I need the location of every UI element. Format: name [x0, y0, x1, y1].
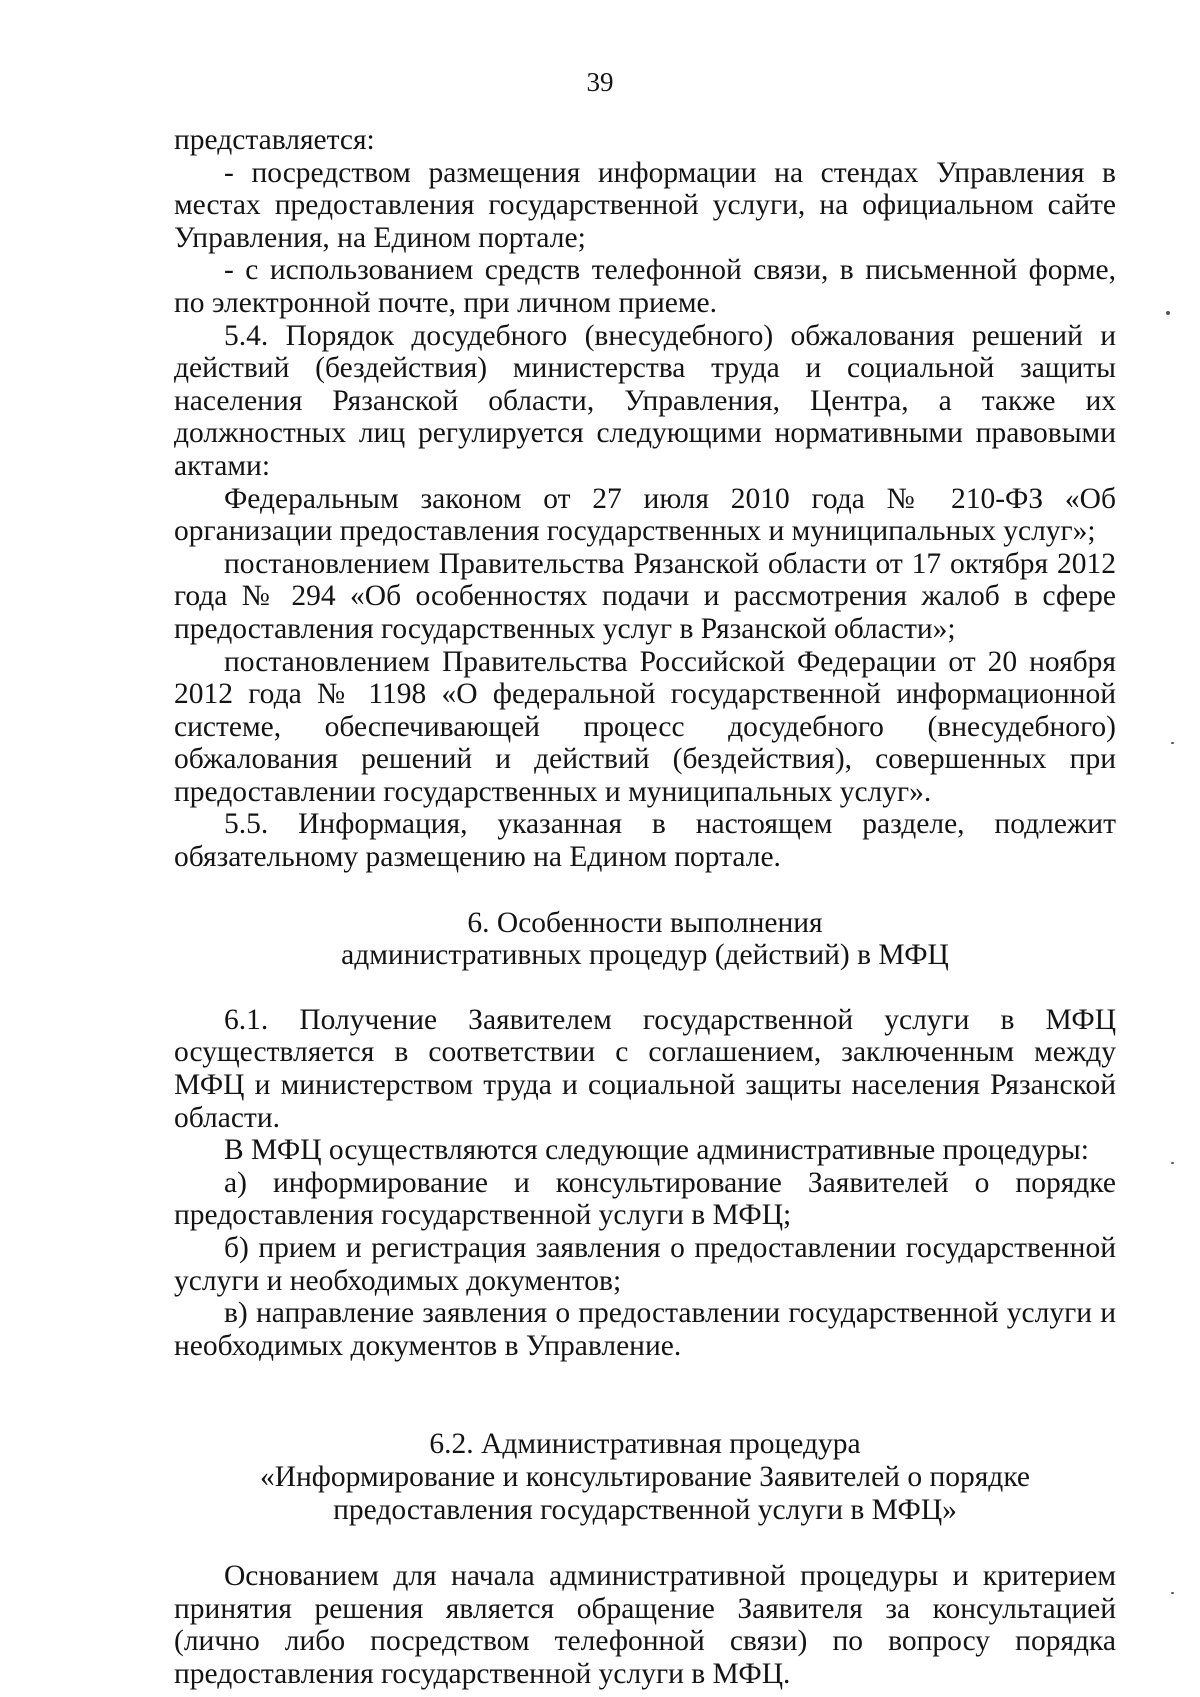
- paragraph: - с использованием средств телефонной связи, в письменной форме, по электронной почте, при личном приеме.: [174, 254, 1116, 319]
- section-heading-line: 6.2. Административная процедура: [429, 1428, 861, 1461]
- scan-speck: [1171, 1592, 1174, 1594]
- paragraph: 5.4. Порядок досудебного (внесудебного) обжалования решений и действий (бездействия) министерства труда и социальной защиты населения Рязанской области, Управления, Центра, а также их должностных лиц регулируется следующими нормативными правовыми актами:: [174, 319, 1116, 482]
- scan-speck: [1171, 742, 1174, 744]
- section-6-2-body: [174, 1560, 1116, 1690]
- page-number: 39: [586, 67, 614, 97]
- section-heading-line: «Информирование и консультирование Заявителей о порядке: [259, 1460, 1031, 1493]
- section-6-body: [174, 1004, 1116, 1363]
- scan-speck: [1171, 1162, 1174, 1164]
- paragraph: постановлением Правительства Рязанской области от 17 октября 2012 года № 294 «Об особенностях подачи и рассмотрения жалоб в сфере предоставления государственных услуг в Рязанской области»;: [174, 547, 1116, 645]
- paragraph: а) информирование и консультирование Заявителей о порядке предоставления государственной услуги в МФЦ;: [174, 1166, 1116, 1232]
- section-heading-line: предоставления государственной услуги в МФЦ»: [333, 1493, 957, 1526]
- paragraph: 6.1. Получение Заявителем государственной услуги в МФЦ осуществляется в соответствии с соглашением, заключенным между МФЦ и министерством труда и социальной защиты населения Рязанской области.: [174, 1003, 1116, 1134]
- paragraph: - посредством размещения информации на стендах Управления в местах предоставления государственной услуги, на официальном сайте Управления, на Едином портале;: [174, 156, 1116, 254]
- section-heading-line: 6. Особенности выполнения: [467, 906, 823, 939]
- paragraph: постановлением Правительства Российской Федерации от 20 ноября 2012 года № 1198 «О федеральной государственной информационной системе, обеспечивающей процесс досудебного (внесудебного) обжалования решений и действий (бездействия), совершенных при предоставлении государственных и муниципальных услуг».: [174, 645, 1116, 808]
- paragraph: Федеральным законом от 27 июля 2010 года № 210-ФЗ «Об организации предоставления государственных и муниципальных услуг»;: [174, 482, 1116, 548]
- document-body: [174, 124, 1116, 1691]
- paragraph: Основанием для начала административной процедуры и критерием принятия решения является обращение Заявителя за консультацией (лично либо посредством телефонной связи) по вопросу порядка предоставления государственной услуги в МФЦ.: [174, 1560, 1116, 1690]
- paragraph: в) направление заявления о предоставлении государственной услуги и необходимых документов в Управление.: [174, 1297, 1116, 1362]
- section-6-heading: [174, 907, 1116, 972]
- section5-continuation: [174, 124, 1116, 874]
- paragraph: б) прием и регистрация заявления о предоставлении государственной услуги и необходимых документов;: [174, 1232, 1116, 1297]
- paragraph: представляется:: [174, 124, 375, 156]
- scan-speck: [1166, 311, 1170, 315]
- section-6-2-heading: [174, 1428, 1116, 1526]
- section-heading-line: административных процедур (действий) в МФЦ: [341, 939, 949, 972]
- paragraph: 5.5. Информация, указанная в настоящем разделе, подлежит обязательному размещению на Едином портале.: [174, 808, 1116, 874]
- paragraph: В МФЦ осуществляются следующие административные процедуры:: [224, 1134, 1089, 1167]
